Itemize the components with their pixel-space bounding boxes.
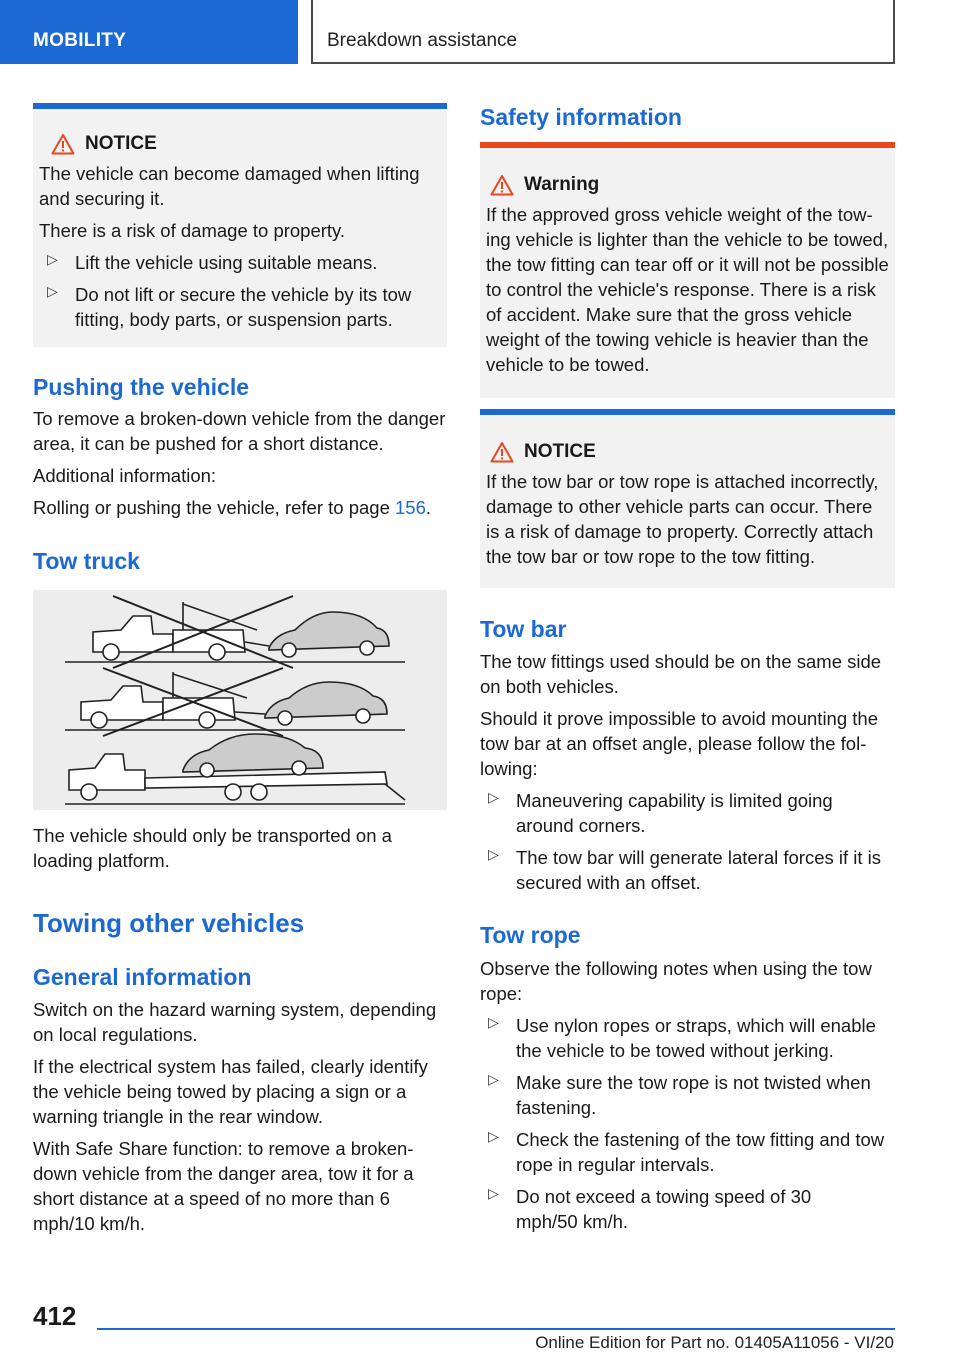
tow-rope-text: Observe the following notes when using the tow rope:: [480, 958, 872, 1004]
triangle-bullet-icon: ▷: [488, 789, 499, 805]
warning-title: Warning: [490, 174, 889, 196]
page-link[interactable]: 156: [395, 497, 426, 518]
warning-triangle-icon: [490, 174, 514, 196]
list-item: ▷ Do not lift or secure the vehicle by its tow fitting, body parts, or suspension parts.: [47, 283, 412, 330]
triangle-bullet-icon: ▷: [488, 1014, 499, 1030]
tow-truck-caption: The vehicle should only be transported on a loading platform.: [33, 825, 392, 871]
tow-bar-text-1: The tow fittings used should be on the same side on both vehicles.: [480, 651, 882, 697]
list-item: ▷ Make sure the tow rope is not twisted when fastening.: [488, 1071, 871, 1118]
notice-title: NOTICE: [51, 133, 441, 155]
list-item: ▷ Maneuvering capability is limited going around corners.: [488, 789, 833, 836]
list-item: ▷ Lift the vehicle using suitable means.: [47, 251, 378, 273]
general-text-1: Switch on the hazard warning system, depending on local regulations.: [33, 999, 437, 1045]
warning-box: [480, 142, 895, 398]
section-tab: [0, 0, 298, 64]
general-info-section: [33, 997, 447, 1236]
pushing-text: To remove a broken-down vehicle from the danger area, it can be pushed for a short distance.: [33, 408, 446, 454]
notice-risk: There is a risk of damage to property.: [39, 220, 346, 241]
list-item: ▷ Do not exceed a towing speed of 30 mph/50 km/h.: [488, 1185, 812, 1232]
warning-triangle-icon: [490, 441, 514, 463]
warning-triangle-icon: [51, 133, 75, 155]
list-item: ▷ The tow bar will generate lateral forces if it is secured with an offset.: [488, 846, 882, 893]
tow-rope-section: [480, 956, 895, 1234]
notice-box-lifting: [33, 103, 447, 347]
chapter-title: Breakdown assistance: [327, 30, 518, 51]
notice-box-tow-bar: [480, 409, 895, 588]
warning-text: If the approved gross vehicle weight of the towing vehicle is lighter than the vehicle to be towed, the tow fitting can tear off or it will not be possible to control the vehicle's response. There is a risk of accident. Make sure that the gross vehicle weight of the towing vehicle is heavier than the vehicle to be towed.: [486, 204, 889, 375]
pushing-section: [33, 406, 447, 520]
chapter-header: [311, 0, 895, 64]
notice-text: The vehicle can become damaged when lifting and securing it.: [39, 163, 420, 209]
notice-text: If the tow bar or tow rope is attached incorrectly, damage to other vehicle parts can occur. There is a risk of damage to property. Correctly attach the tow bar or tow rope to the tow fitting.: [486, 471, 879, 567]
triangle-bullet-icon: ▷: [488, 1071, 499, 1087]
general-text-3: With Safe Share function: to remove a broken-down vehicle from the danger area, tow it for a short distance at a speed of no more than 6 mph/10 km/h.: [33, 1138, 414, 1234]
general-text-2: If the electrical system has failed, clearly identify the vehicle being towed by placing a sign or a warning triangle in the rear window.: [33, 1056, 428, 1127]
triangle-bullet-icon: ▷: [47, 283, 58, 299]
heading-safety-info: Safety information: [480, 104, 682, 130]
pushing-additional: Additional information:: [33, 465, 217, 486]
triangle-bullet-icon: ▷: [488, 1185, 499, 1201]
tow-bar-text-2: Should it prove impossible to avoid mounting the tow bar at an offset angle, please follow the following:: [480, 708, 878, 779]
heading-towing-other: Towing other vehicles: [33, 908, 305, 938]
notice-title: NOTICE: [490, 441, 889, 463]
page-number: 412: [33, 1301, 77, 1331]
triangle-bullet-icon: ▷: [488, 846, 499, 862]
tow-truck-illustration: [33, 590, 447, 810]
section-title: MOBILITY: [33, 30, 127, 51]
pushing-reference: Rolling or pushing the vehicle, refer to page 156.: [33, 497, 432, 518]
heading-tow-truck: Tow truck: [33, 548, 140, 574]
footer-divider: [97, 1328, 895, 1330]
tow-bar-section: [480, 649, 895, 895]
edition-info: Online Edition for Part no. 01405A11056 - VI/20: [535, 1333, 894, 1352]
triangle-bullet-icon: ▷: [47, 251, 58, 267]
triangle-bullet-icon: ▷: [488, 1128, 499, 1144]
list-item: ▷ Use nylon ropes or straps, which will enable the vehicle to be towed without jerking.: [488, 1014, 876, 1061]
heading-general-info: General information: [33, 964, 252, 990]
heading-pushing: Pushing the vehicle: [33, 374, 249, 400]
heading-tow-bar: Tow bar: [480, 616, 567, 642]
list-item: ▷ Check the fastening of the tow fitting and tow rope in regular intervals.: [488, 1128, 885, 1175]
heading-tow-rope: Tow rope: [480, 922, 581, 948]
